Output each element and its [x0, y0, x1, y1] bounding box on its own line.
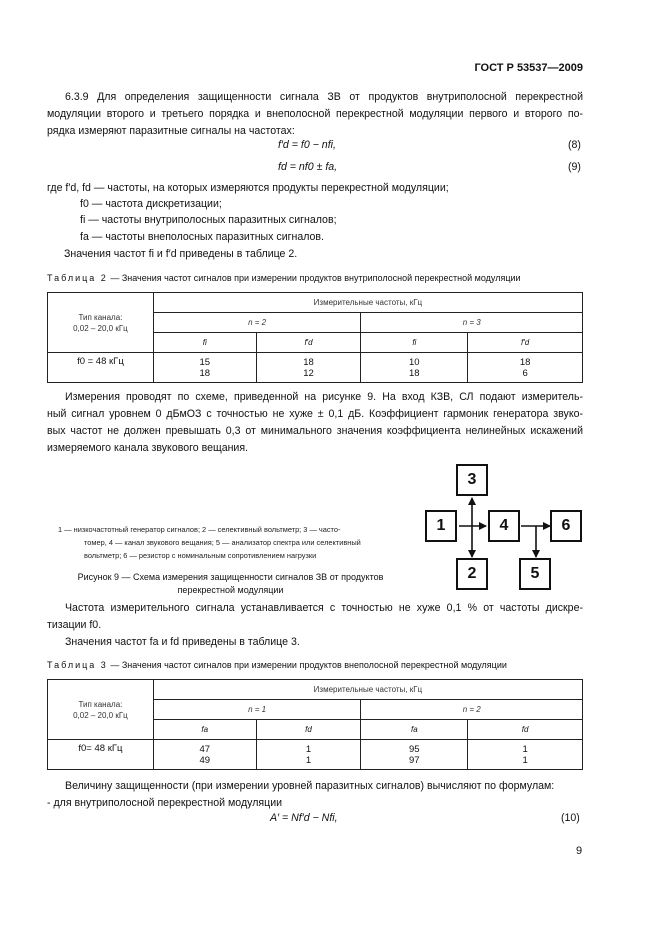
column-header: fd [256, 720, 361, 740]
paragraph-line: измеряемого канала звукового вещания. [47, 442, 249, 454]
table2-caption-text: — Значения частот сигналов при измерении продуктов внутриполосной перекрестной модуляции [110, 273, 521, 283]
legend-line: вольтметр; 6 — резистор с номинальным сопротивлением нагрузки [84, 551, 317, 560]
figure9-caption [58, 571, 403, 597]
table3-caption-label: Таблица 3 [47, 660, 108, 670]
row-header: Тип канала: 0,02 – 20,0 кГц [48, 293, 154, 353]
frequency-paragraph [47, 600, 583, 651]
table2-caption-label: Таблица 2 [47, 273, 108, 283]
measure-paragraph [47, 389, 583, 457]
table-cell: 15 18 [153, 353, 256, 383]
caption-line: перекрестной модуляции [177, 585, 284, 595]
row-header: Тип канала: 0,02 – 20,0 кГц [48, 680, 154, 740]
table-cell: 18 6 [468, 353, 583, 383]
table-cell: 18 12 [256, 353, 361, 383]
legend-line: 1 — низкочастотный генератор сигналов; 2 — селективный вольтметр; 3 — часто- [58, 525, 341, 534]
column-header: fi [361, 333, 468, 353]
table-cell: 10 18 [361, 353, 468, 383]
column-header: fa [361, 720, 468, 740]
group-header: Измерительные частоты, кГц [153, 293, 582, 313]
paragraph-line: - для внутриполосной перекрестной модуляции [47, 797, 283, 809]
block-2: 2 [456, 558, 488, 590]
block-4: 4 [488, 510, 520, 542]
paragraph-line: Значения частот fa и fd приведены в таблице 3. [65, 636, 300, 648]
column-header: f′d [256, 333, 361, 353]
paragraph-line: Частота измерительного сигнала устанавливается с точностью не хуже 0,1 % от частоты дискре- [65, 602, 583, 614]
n-right-header: n = 3 [361, 313, 583, 333]
formula-9: fd = nf0 ± fa, [278, 161, 338, 173]
paragraph-639 [47, 89, 583, 140]
legend-line: томер, 4 — канал звукового вещания; 5 — анализатор спектра или селективный [84, 538, 361, 547]
column-header: fa [153, 720, 256, 740]
block-6: 6 [550, 510, 582, 542]
block-5: 5 [519, 558, 551, 590]
table2-reference: Значения частот fi и f′d приведены в таблице 2. [64, 248, 298, 260]
page-number: 9 [576, 845, 583, 857]
n-right-header: n = 2 [361, 700, 583, 720]
table2 [47, 292, 583, 383]
table3-caption-text: — Значения частот сигналов при измерении продуктов внеполосной перекрестной модуляции [110, 660, 507, 670]
paragraph-line: рядка измеряют паразитные сигналы на частотах: [47, 125, 295, 137]
formula-10-number: (10) [561, 812, 580, 824]
formula-9-number: (9) [568, 161, 581, 173]
table-cell: 47 49 [153, 740, 256, 770]
block-1: 1 [425, 510, 457, 542]
standard-header: ГОСТ Р 53537—2009 [474, 62, 583, 74]
paragraph-line: вых частот не должен превышать 0,3 от минимального значения коэффициента нелинейных искажений [47, 425, 583, 437]
n-left-header: n = 1 [153, 700, 361, 720]
row-label: f0 = 48 кГц [48, 353, 154, 383]
formula-10: A′ = Nf′d − Nfi, [270, 812, 338, 824]
paragraph-line: модуляции второго и третьего порядка и внеполосной перекрестной модуляции первого и второго по- [47, 108, 583, 120]
group-header: Измерительные частоты, кГц [153, 680, 582, 700]
formula-8: f′d = f0 − nfi, [278, 139, 336, 151]
where-line: где f′d, fd — частоты, на которых измеряются продукты перекрестной модуляции; [47, 182, 449, 194]
paragraph-line: 6.3.9 Для определения защищенности сигнала ЗВ от продуктов внутриполосной перекрестной [65, 91, 583, 103]
paragraph-line: Величину защищенности (при измерении уровней паразитных сигналов) вычисляют по формулам: [65, 780, 555, 792]
where-line: fa — частоты внеполосных паразитных сигналов. [80, 231, 324, 243]
where-line: fi — частоты внутриполосных паразитных сигналов; [80, 214, 337, 226]
figure9-legend [58, 523, 403, 562]
table-cell: 1 1 [468, 740, 583, 770]
row-label: f0= 48 кГц [48, 740, 154, 770]
table3 [47, 679, 583, 770]
column-header: fd [468, 720, 583, 740]
paragraph-line: ный сигнал уровнем 0 дБмОЗ с точностью не хуже ± 0,1 дБ. Коэффициент гармоник генератора звуко- [47, 408, 583, 420]
caption-line: Рисунок 9 — Схема измерения защищенности сигналов ЗВ от продуктов [77, 572, 384, 582]
formula-8-number: (8) [568, 139, 581, 151]
paragraph-line: Измерения проводят по схеме, приведенной на рисунке 9. На вход КЗВ, СЛ подают измеритель- [65, 391, 583, 403]
where-line: f0 — частота дискретизации; [80, 198, 222, 210]
n-left-header: n = 2 [153, 313, 361, 333]
paragraph-line: тизации f0. [47, 619, 102, 631]
table3-caption [47, 660, 507, 670]
column-header: fi [153, 333, 256, 353]
protection-paragraph [47, 778, 583, 812]
column-header: f′d [468, 333, 583, 353]
table-cell: 1 1 [256, 740, 361, 770]
table-cell: 95 97 [361, 740, 468, 770]
table2-caption [47, 273, 521, 283]
block-3: 3 [456, 464, 488, 496]
